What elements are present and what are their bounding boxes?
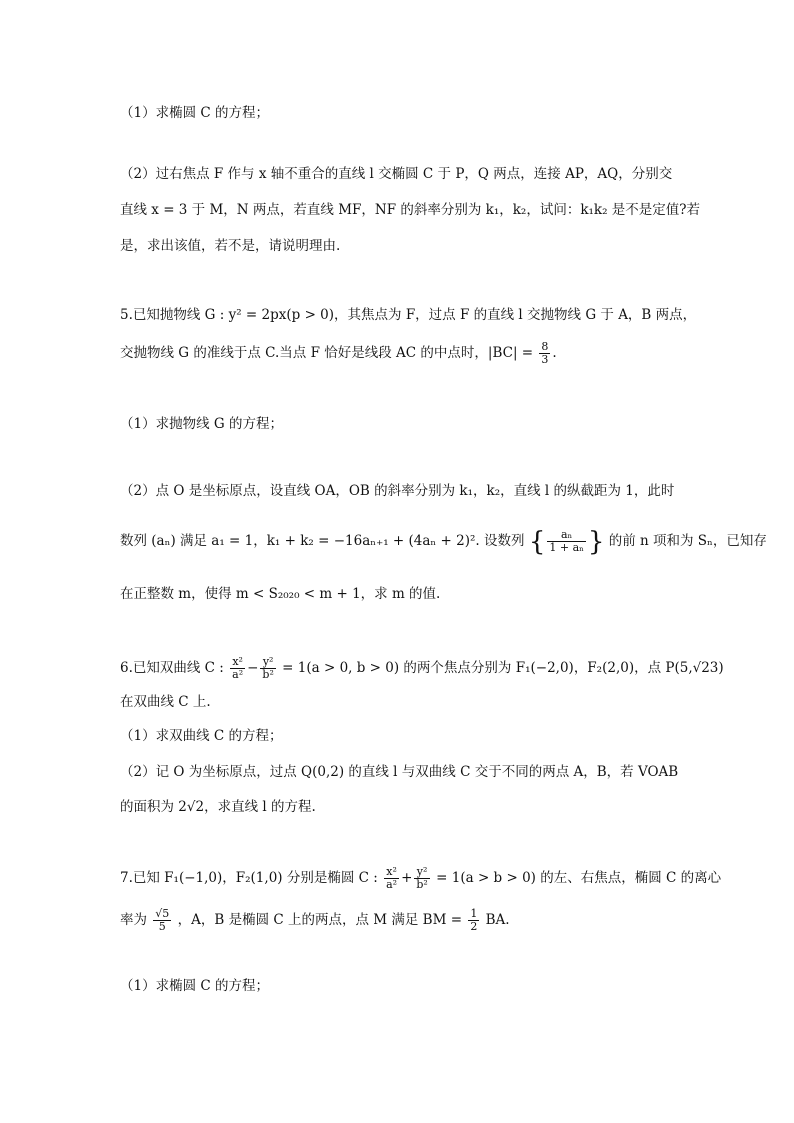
q7-y2-b2-fraction <box>414 866 429 891</box>
q6-stem-line1: 6.已知双曲线 C : $\frac{\text{x²}}{\text{a²}}$ − $\frac{\text{y²}}{\text{b²}}$ = 1(a > 0, b > 0) 的两个焦点分别为 F₁(−2,0)，F₂(2,0)，点 P(5,√23) <box>120 655 724 681</box>
q7-eccentricity-label: 率为 <box>120 912 147 928</box>
q7-points-text: ，A，B 是椭圆 C 上的两点，点 M 满足 BM = <box>177 912 463 928</box>
q6-part2-line2: 的面积为 2√2，求直线 l 的方程. <box>120 799 316 815</box>
q7-a2-denominator: a² <box>386 878 398 891</box>
sequence-denominator: 1 + aₙ <box>549 541 584 554</box>
y2-b2-fraction <box>260 656 275 681</box>
half-numerator: 1 <box>470 907 478 920</box>
q6-stem-text-b: = 1(a > 0, b > 0) 的两个焦点分别为 F₁(−2,0)，F₂(2,0)，点 P(5,√23) <box>282 660 724 676</box>
a2-denominator: a² <box>232 668 244 681</box>
q5-sequence-text: 数列 (aₙ) 满足 a₁ = 1，k₁ + k₂ = −16aₙ₊₁ + (4aₙ + 2)². 设数列 <box>120 533 525 549</box>
q5-sum-text: 的前 n 项和为 Sₙ，已知存 <box>608 533 767 549</box>
q5-stem-line2: 交抛物线 G 的准线于点 C.当点 F 恰好是线段 AC 的中点时，|BC| = $\frac{8}{3}$ . <box>120 340 557 366</box>
q7-stem-text-a: 7.已知 F₁(−1,0)，F₂(1,0) 分别是椭圆 C : <box>120 870 378 886</box>
eccentricity-denominator: 5 <box>158 920 166 933</box>
q6-stem-line2: 在双曲线 C 上. <box>120 694 211 710</box>
q5-stem-line1: 5.已知抛物线 G : y² = 2px(p > 0)，其焦点为 F，过点 F 的直线 l 交抛物线 G 于 A，B 两点， <box>120 307 697 323</box>
q7-part1: （1）求椭圆 C 的方程； <box>120 978 270 994</box>
half-fraction <box>468 908 479 933</box>
q6-stem-text-a: 6.已知双曲线 C : <box>120 660 224 676</box>
q7-stem-text-b: = 1(a > b > 0) 的左、右焦点，椭圆 C 的离心 <box>436 870 722 886</box>
eccentricity-fraction <box>153 908 171 933</box>
q4-part2-line3: 是，求出该值，若不是，请说明理由. <box>120 238 341 254</box>
b2-denominator: b² <box>262 668 274 681</box>
x2-numerator: x² <box>230 656 245 669</box>
q6-part2-line1: （2）记 O 为坐标原点，过点 Q(0,2) 的直线 l 与双曲线 C 交于不同的两点 A，B，若 VOAB <box>120 764 679 780</box>
q5-part1: （1）求抛物线 G 的方程； <box>120 416 283 432</box>
q4-part2-line2: 直线 x = 3 于 M，N 两点，若直线 MF，NF 的斜率分别为 k₁，k₂，试问：k₁k₂ 是不是定值?若 <box>120 202 701 218</box>
q5-part2-line1: （2）点 O 是坐标原点，设直线 OA，OB 的斜率分别为 k₁，k₂，直线 l 的纵截距为 1，此时 <box>120 483 675 499</box>
q7-vector-ba: BA. <box>485 912 510 928</box>
q7-stem-line2 <box>120 908 684 933</box>
bc-denominator: 3 <box>541 353 549 366</box>
y2-numerator: y² <box>260 656 275 669</box>
q4-part2-line1: （2）过右焦点 F 作与 x 轴不重合的直线 l 交椭圆 C 于 P，Q 两点，连接 AP，AQ，分别交 <box>120 166 673 182</box>
sequence-numerator: aₙ <box>547 529 586 542</box>
x2-a2-fraction <box>230 656 245 681</box>
q5-part2-line3: 在正整数 m，使得 m < S₂₀₂₀ < m + 1，求 m 的值. <box>120 586 441 602</box>
q5-part2-line2: 数列 (aₙ) 满足 a₁ = 1，k₁ + k₂ = −16aₙ₊₁ + (4aₙ + 2)². 设数列 { $\frac{\text{aₙ}}{\text{1 + aₙ}}$ } 的前 n 项和为 Sₙ，已知存 <box>120 526 767 557</box>
bc-numerator: 8 <box>541 340 549 353</box>
q7-x2-numerator: x² <box>384 866 399 879</box>
q7-y2-numerator: y² <box>414 866 429 879</box>
sequence-fraction <box>547 529 586 554</box>
q4-part1: （1）求椭圆 C 的方程； <box>120 105 270 121</box>
q7-b2-denominator: b² <box>416 878 428 891</box>
eccentricity-numerator: √5 <box>155 907 170 920</box>
q5-stem-text: 交抛物线 G 的准线于点 C.当点 F 恰好是线段 AC 的中点时，|BC| = <box>120 345 534 361</box>
q6-part1: （1）求双曲线 C 的方程； <box>120 728 283 744</box>
q7-stem-line1: 7.已知 F₁(−1,0)，F₂(1,0) 分别是椭圆 C : $\frac{\text{x²}}{\text{a²}}$ + $\frac{\text{y²}}{\text{b²}}$ = 1(a > b > 0) 的左、右焦点，椭圆 C 的离心 <box>120 865 722 891</box>
q7-x2-a2-fraction <box>384 866 399 891</box>
bc-fraction <box>539 341 550 366</box>
half-denominator: 2 <box>470 920 478 933</box>
